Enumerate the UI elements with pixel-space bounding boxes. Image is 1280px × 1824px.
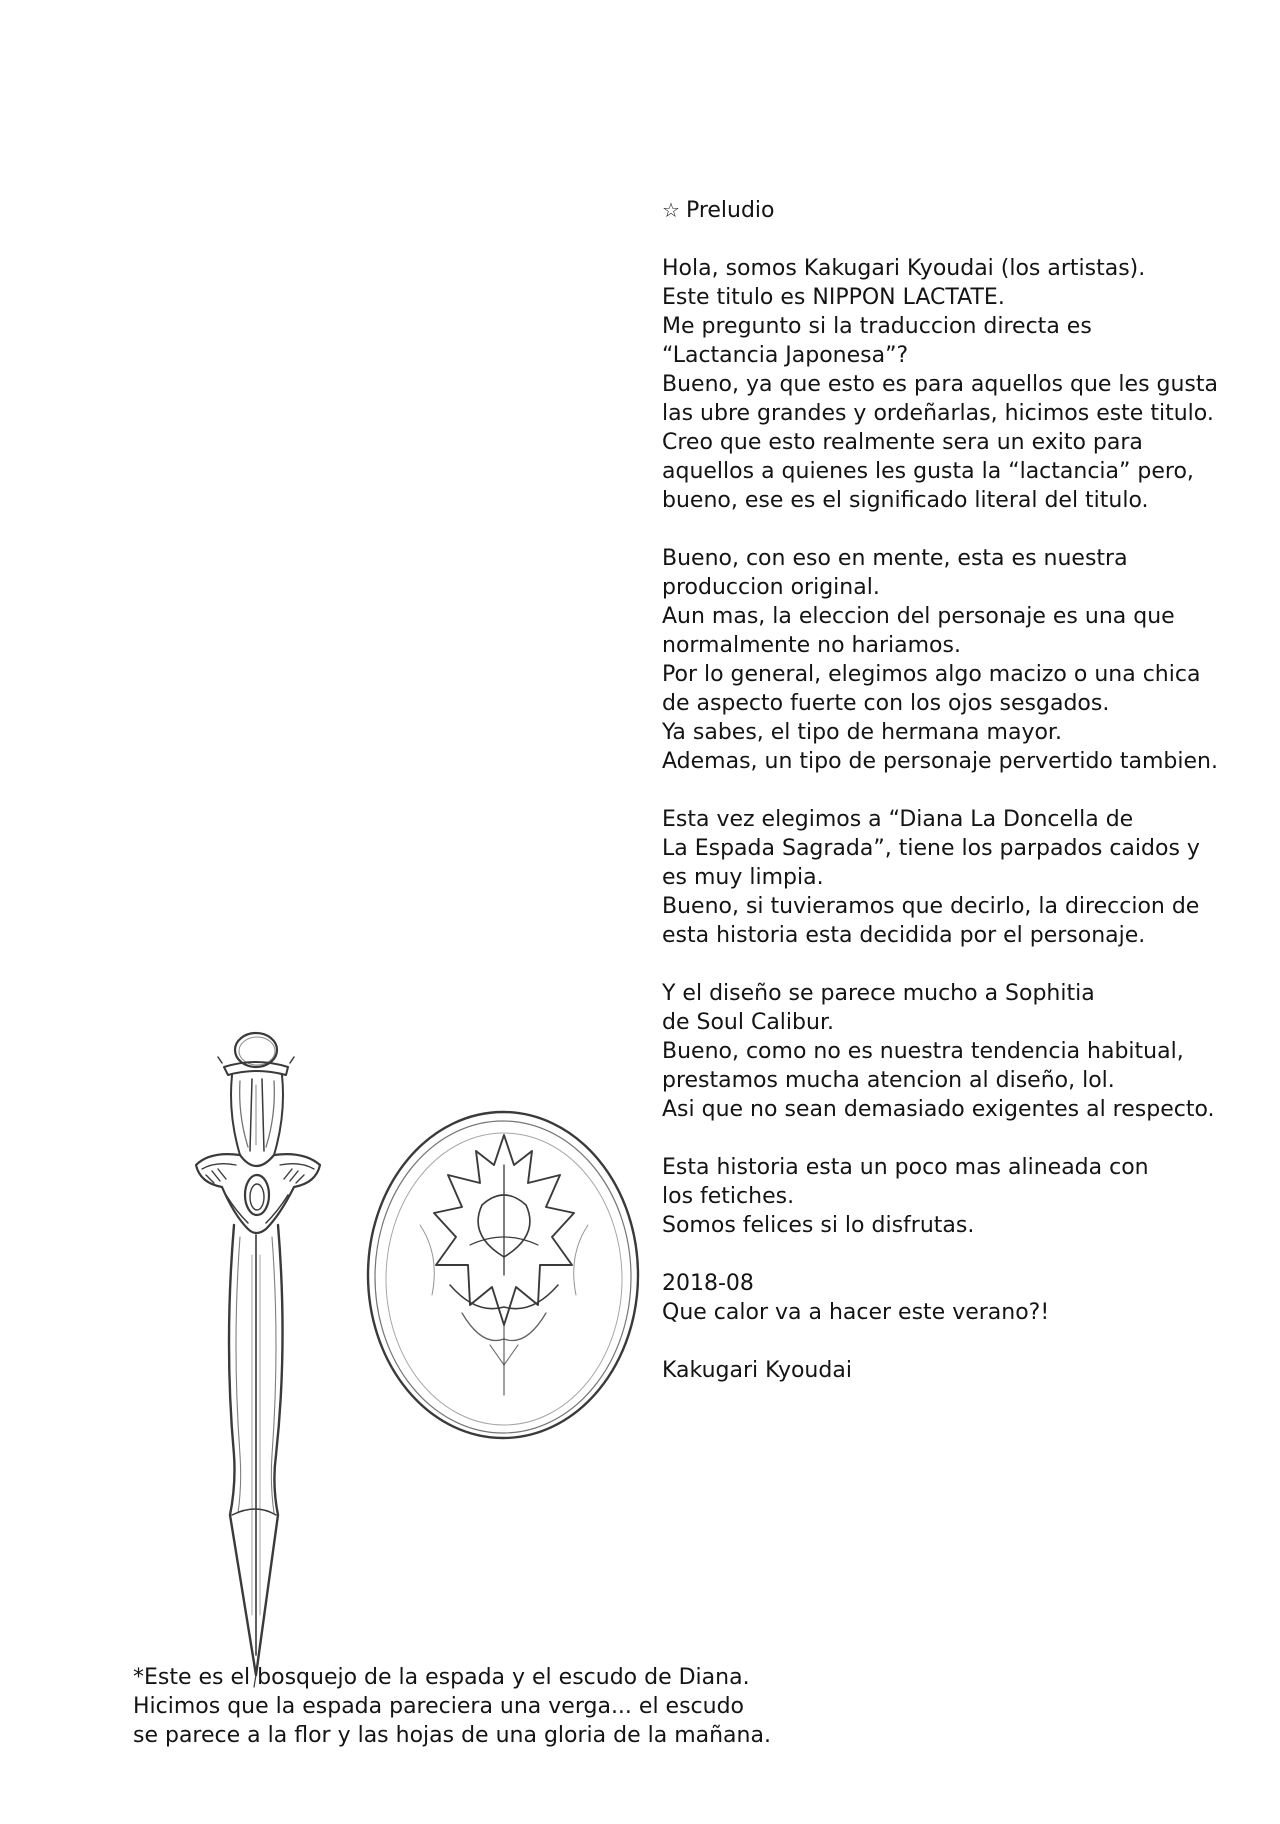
text-line: aquellos a quienes les gusta la “lactancia” pero, <box>662 459 1194 484</box>
star-icon: ☆ <box>662 198 680 222</box>
text-line: de Soul Calibur. <box>662 1010 834 1035</box>
shield-sketch <box>368 1112 638 1438</box>
text-line: de aspecto fuerte con los ojos sesgados. <box>662 691 1110 716</box>
text-line: Ademas, un tipo de personaje pervertido tambien. <box>662 749 1218 774</box>
text-line: Aun mas, la eleccion del personaje es una que <box>662 604 1175 629</box>
paragraph-signature <box>662 1356 1262 1385</box>
text-line: Esta historia esta un poco mas alineada con <box>662 1155 1149 1180</box>
caption-line: *Este es el bosquejo de la espada y el escudo de Diana. <box>133 1665 750 1690</box>
text-line: Esta vez elegimos a “Diana La Doncella de <box>662 807 1134 832</box>
sketch-caption <box>133 1663 893 1750</box>
text-line: Asi que no sean demasiado exigentes al respecto. <box>662 1097 1215 1122</box>
text-line: Me pregunto si la traduccion directa es <box>662 314 1092 339</box>
text-line: Ya sabes, el tipo de hermana mayor. <box>662 720 1062 745</box>
text-line: Por lo general, elegimos algo macizo o una chica <box>662 662 1201 687</box>
text-line: Bueno, con eso en mente, esta es nuestra <box>662 546 1128 571</box>
text-line: Bueno, si tuvieramos que decirlo, la direccion de <box>662 894 1200 919</box>
paragraph-date <box>662 1269 1262 1327</box>
afterword-text <box>662 196 1262 1414</box>
text-line: Somos felices si lo disfrutas. <box>662 1213 975 1238</box>
paragraph-intro <box>662 254 1262 515</box>
text-line: Que calor va a hacer este verano?! <box>662 1300 1050 1325</box>
text-line: Y el diseño se parece mucho a Sophitia <box>662 981 1095 1006</box>
text-line: Bueno, como no es nuestra tendencia habitual, <box>662 1039 1184 1064</box>
text-line: La Espada Sagrada”, tiene los parpados caidos y <box>662 836 1200 861</box>
text-line: Creo que esto realmente sera un exito para <box>662 430 1143 455</box>
author-signature: Kakugari Kyoudai <box>662 1358 852 1383</box>
text-line: prestamos mucha atencion al diseño, lol. <box>662 1068 1115 1093</box>
text-line: “Lactancia Japonesa”? <box>662 343 909 368</box>
caption-line: se parece a la flor y las hojas de una gloria de la mañana. <box>133 1723 771 1748</box>
text-line: bueno, ese es el significado literal del titulo. <box>662 488 1149 513</box>
sword-shield-sketch <box>170 1015 670 1695</box>
text-line: Hola, somos Kakugari Kyoudai (los artistas). <box>662 256 1146 281</box>
text-line: los fetiches. <box>662 1184 795 1209</box>
text-line: Este titulo es NIPPON LACTATE. <box>662 285 1005 310</box>
text-line: produccion original. <box>662 575 880 600</box>
caption-line: Hicimos que la espada pareciera una verga... el escudo <box>133 1694 745 1719</box>
text-line: Bueno, ya que esto es para aquellos que les gusta <box>662 372 1219 397</box>
paragraph-design <box>662 979 1262 1124</box>
afterword-heading <box>662 196 1262 225</box>
paragraph-fetishes <box>662 1153 1262 1240</box>
afterword-title: Preludio <box>685 198 775 223</box>
text-line: las ubre grandes y ordeñarlas, hicimos este titulo. <box>662 401 1214 426</box>
paragraph-character <box>662 805 1262 950</box>
text-line: normalmente no hariamos. <box>662 633 961 658</box>
sword-sketch <box>196 1033 320 1687</box>
text-line: esta historia esta decidida por el personaje. <box>662 923 1146 948</box>
text-line: es muy limpia. <box>662 865 824 890</box>
paragraph-production <box>662 544 1262 776</box>
date-line: 2018-08 <box>662 1271 754 1296</box>
